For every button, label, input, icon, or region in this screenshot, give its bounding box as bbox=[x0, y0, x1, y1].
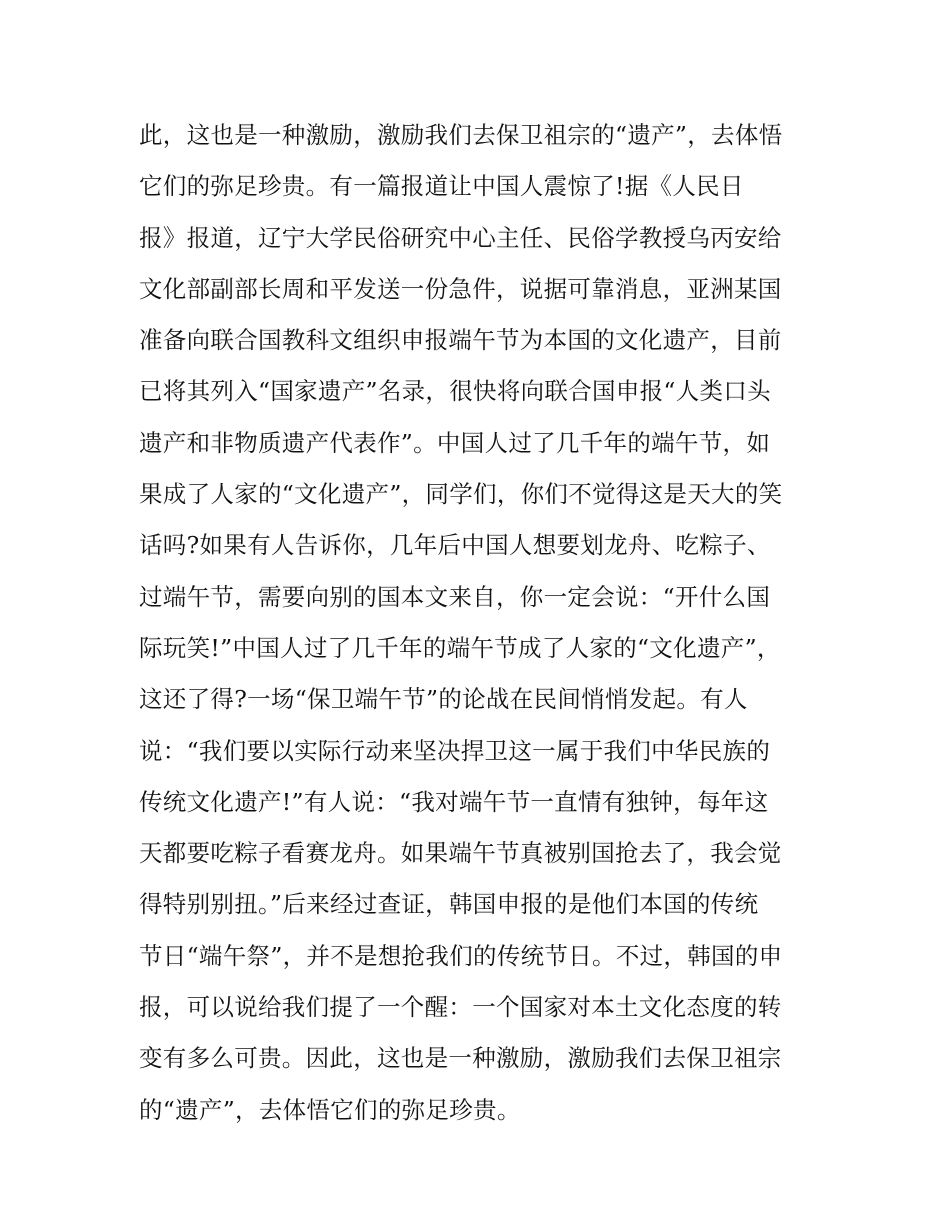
text-line: 报》报道，辽宁大学民俗研究中心主任、民俗学教授乌丙安给 bbox=[139, 223, 782, 252]
text-line: 节日“端午祭”，并不是想抢我们的传统节日。不过，韩国的申 bbox=[139, 941, 783, 970]
text-line: 变有多么可贵。因此，这也是一种激励，激励我们去保卫祖宗 bbox=[139, 1044, 782, 1073]
text-line: 际玩笑!”中国人过了几千年的端午节成了人家的“文化遗产”， bbox=[139, 633, 781, 662]
text-line: 准备向联合国教科文组织申报端午节为本国的文化遗产，目前 bbox=[139, 326, 782, 355]
text-line: 过端午节，需要向别的国本文来自，你一定会说：“开什么国 bbox=[139, 582, 771, 611]
text-line: 天都要吃粽子看赛龙舟。如果端午节真被别国抢去了，我会觉 bbox=[139, 839, 782, 868]
text-line: 文化部副部长周和平发送一份急件，说据可靠消息，亚洲某国 bbox=[139, 274, 782, 303]
text-line: 遗产和非物质遗产代表作”。中国人过了几千年的端午节，如 bbox=[139, 428, 771, 457]
text-line: 传统文化遗产!”有人说：“我对端午节一直情有独钟，每年这 bbox=[139, 787, 769, 816]
text-line: 果成了人家的“文化遗产”，同学们，你们不觉得这是天大的笑 bbox=[139, 480, 783, 509]
text-line: 报，可以说给我们提了一个醒：一个国家对本土文化态度的转 bbox=[139, 993, 782, 1022]
text-line: 话吗?如果有人告诉你，几年后中国人想要划龙舟、吃粽子、 bbox=[139, 531, 771, 560]
text-line: 此，这也是一种激励，激励我们去保卫祖宗的“遗产”，去体悟 bbox=[139, 121, 783, 149]
body-text bbox=[139, 110, 829, 1136]
text-line: 这还了得?一场“保卫端午节”的论战在民间悄悄发起。有人 bbox=[139, 685, 748, 714]
text-line: 说：“我们要以实际行动来坚决捍卫这一属于我们中华民族的 bbox=[139, 736, 771, 765]
text-line: 得特别别扭。”后来经过查证，韩国申报的是他们本国的传统 bbox=[139, 890, 759, 919]
text-line: 已将其列入“国家遗产”名录，很快将向联合国申报“人类口头 bbox=[139, 377, 771, 406]
text-line: 的“遗产”，去体悟它们的弥足珍贵。 bbox=[139, 1095, 521, 1124]
text-line: 它们的弥足珍贵。有一篇报道让中国人震惊了!据《人民日 bbox=[139, 172, 744, 201]
